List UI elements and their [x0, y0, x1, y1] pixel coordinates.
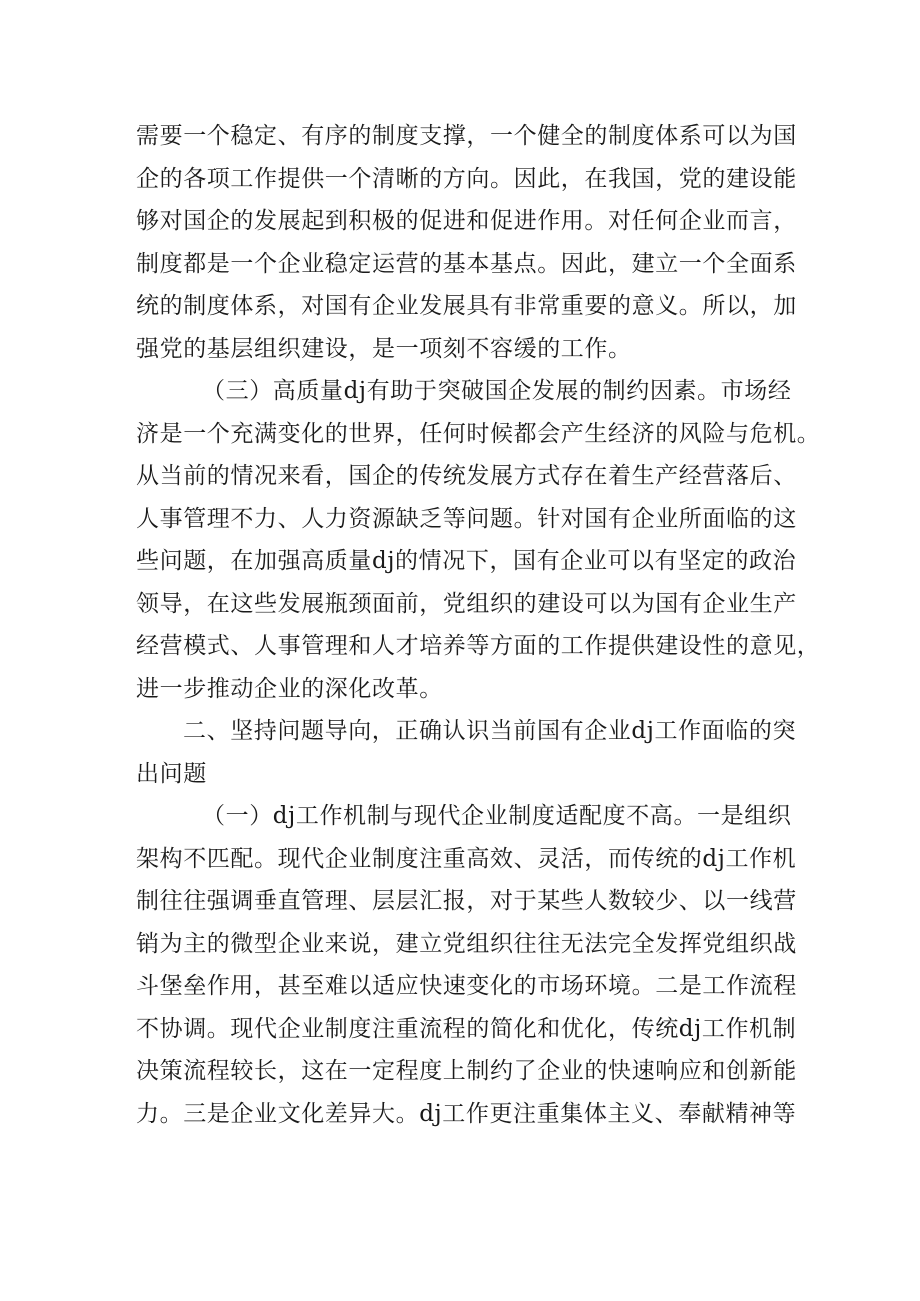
text-line: 销为主的微型企业来说，建立党组织往往无法完全发挥党组织战: [136, 930, 797, 957]
text-line: 进一步推动企业的深化改革。: [136, 675, 443, 702]
text-line: 领导，在这些发展瓶颈面前，党组织的建设可以为国有企业生产: [136, 590, 797, 617]
text-line: 斗堡垒作用，甚至难以适应快速变化的市场环境。二是工作流程: [136, 973, 797, 999]
document-body: [136, 115, 821, 1135]
text-line: 够对国企的发展起到积极的促进和促进作用。对任何企业而言，: [136, 208, 797, 234]
text-line: 人事管理不力、人力资源缺乏等问题。针对国有企业所面临的这: [136, 505, 797, 532]
chapter-heading-line: 出问题: [136, 760, 207, 787]
text-line: 不协调。现代企业制度注重流程的简化和优化，传统dj工作机制: [136, 1015, 797, 1042]
text-line: 力。三是企业文化差异大。dj工作更注重集体主义、奉献精神等: [136, 1100, 797, 1127]
section-heading-line: （一）dj工作机制与现代企业制度适配度不高。一是组织: [202, 803, 792, 829]
text-line: 制度都是一个企业稳定运营的基本基点。因此，建立一个全面系: [136, 250, 797, 277]
chapter-heading-line: 二、坚持问题导向，正确认识当前国有企业dj工作面临的突: [183, 718, 797, 744]
text-line: 些问题，在加强高质量dj的情况下，国有企业可以有坚定的政治: [136, 548, 797, 574]
text-line: 济是一个充满变化的世界，任何时候都会产生经济的风险与危机。: [136, 420, 821, 447]
text-line: 企的各项工作提供一个清晰的方向。因此，在我国，党的建设能: [136, 165, 797, 192]
text-line: 需要一个稳定、有序的制度支撑，一个健全的制度体系可以为国: [136, 123, 797, 149]
section-heading-line: （三）高质量dj有助于突破国企发展的制约因素。市场经: [202, 378, 792, 404]
text-line: 制往往强调垂直管理、层层汇报，对于某些人数较少、以一线营: [136, 888, 797, 914]
text-line: 从当前的情况来看，国企的传统发展方式存在着生产经营落后、: [136, 463, 797, 489]
text-line: 统的制度体系，对国有企业发展具有非常重要的意义。所以，加: [136, 293, 797, 319]
text-line: 决策流程较长，这在一定程度上制约了企业的快速响应和创新能: [136, 1058, 797, 1084]
text-line: 强党的基层组织建设，是一项刻不容缓的工作。: [136, 335, 632, 362]
text-line: 架构不匹配。现代企业制度注重高效、灵活，而传统的dj工作机: [136, 845, 797, 872]
text-line: 经营模式、人事管理和人才培养等方面的工作提供建设性的意见，: [136, 633, 821, 659]
